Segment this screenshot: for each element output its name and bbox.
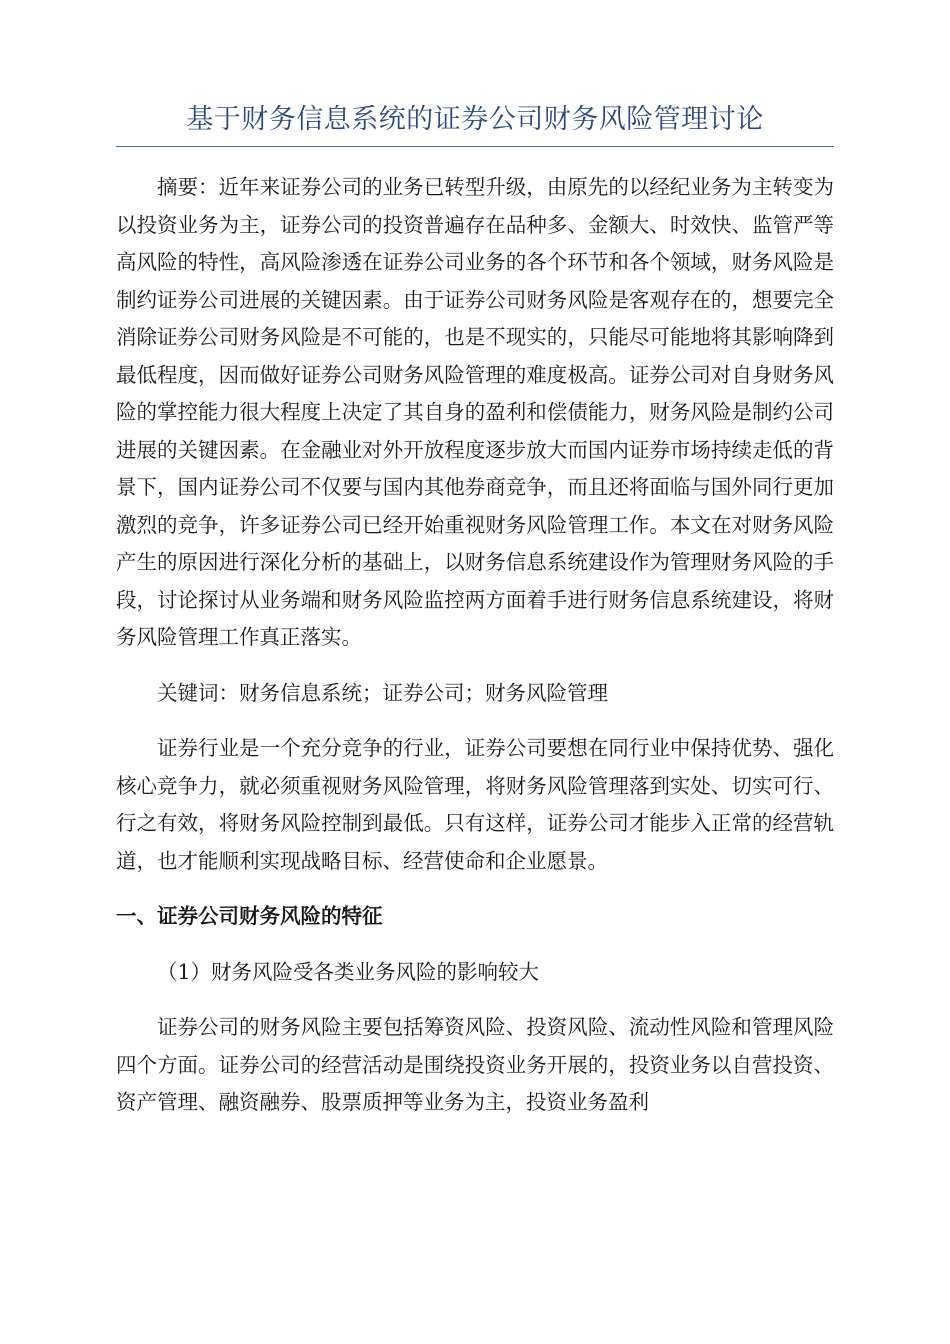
abstract-paragraph: 摘要：近年来证券公司的业务已转型升级，由原先的以经纪业务为主转变为以投资业务为主，证券公司的投资普遍存在品种多、金额大、时效快、监管严等高风险的特性，高风险渗透在证券公司业务的各个环节和各个领域，财务风险是制约证券公司进展的关键因素。由于证券公司财务风险是客观存在的，想要完全消除证券公司财务风险是不可能的，也是不现实的，只能尽可能地将其影响降到最低程度，因而做好证券公司财务风险管理的难度极高。证券公司对自身财务风险的掌控能力很大程度上决定了其自身的盈利和偿债能力，财务风险是制约公司进展的关键因素。在金融业对外开放程度逐步放大而国内证券市场持续走低的背景下，国内证券公司不仅要与国内其他券商竞争，而且还将面临与国外同行更加激烈的竞争，许多证券公司已经开始重视财务风险管理工作。本文在对财务风险产生的原因进行深化分析的基础上，以财务信息系统建设作为管理财务风险的手段，讨论探讨从业务端和财务风险监控两方面着手进行财务信息系统建设，将财务风险管理工作真正落实。: [116, 175, 834, 649]
document-page: [116, 100, 834, 1122]
title-underline: [116, 146, 834, 147]
document-title: 基于财务信息系统的证券公司财务风险管理讨论: [186, 104, 764, 135]
subsection-body-paragraph: 证券公司的财务风险主要包括筹资风险、投资风险、流动性风险和管理风险四个方面。证券公司的经营活动是围绕投资业务开展的，投资业务以自营投资、资产管理、融资融券、股票质押等业务为主，投资业务盈利: [116, 1015, 834, 1114]
section-heading: 一、证券公司财务风险的特征: [116, 904, 383, 928]
intro-paragraph: 证券行业是一个充分竞争的行业，证券公司要想在同行业中保持优势、强化核心竞争力，就必须重视财务风险管理，将财务风险管理落到实处、切实可行、行之有效，将财务风险控制到最低。只有这样，证券公司才能步入正常的经营轨道，也才能顺利实现战略目标、经营使命和企业愿景。: [116, 736, 834, 873]
subsection-heading: （1）财务风险受各类业务风险的影响较大: [157, 959, 540, 984]
keywords-paragraph: 关键词：财务信息系统；证券公司；财务风险管理: [157, 680, 608, 705]
